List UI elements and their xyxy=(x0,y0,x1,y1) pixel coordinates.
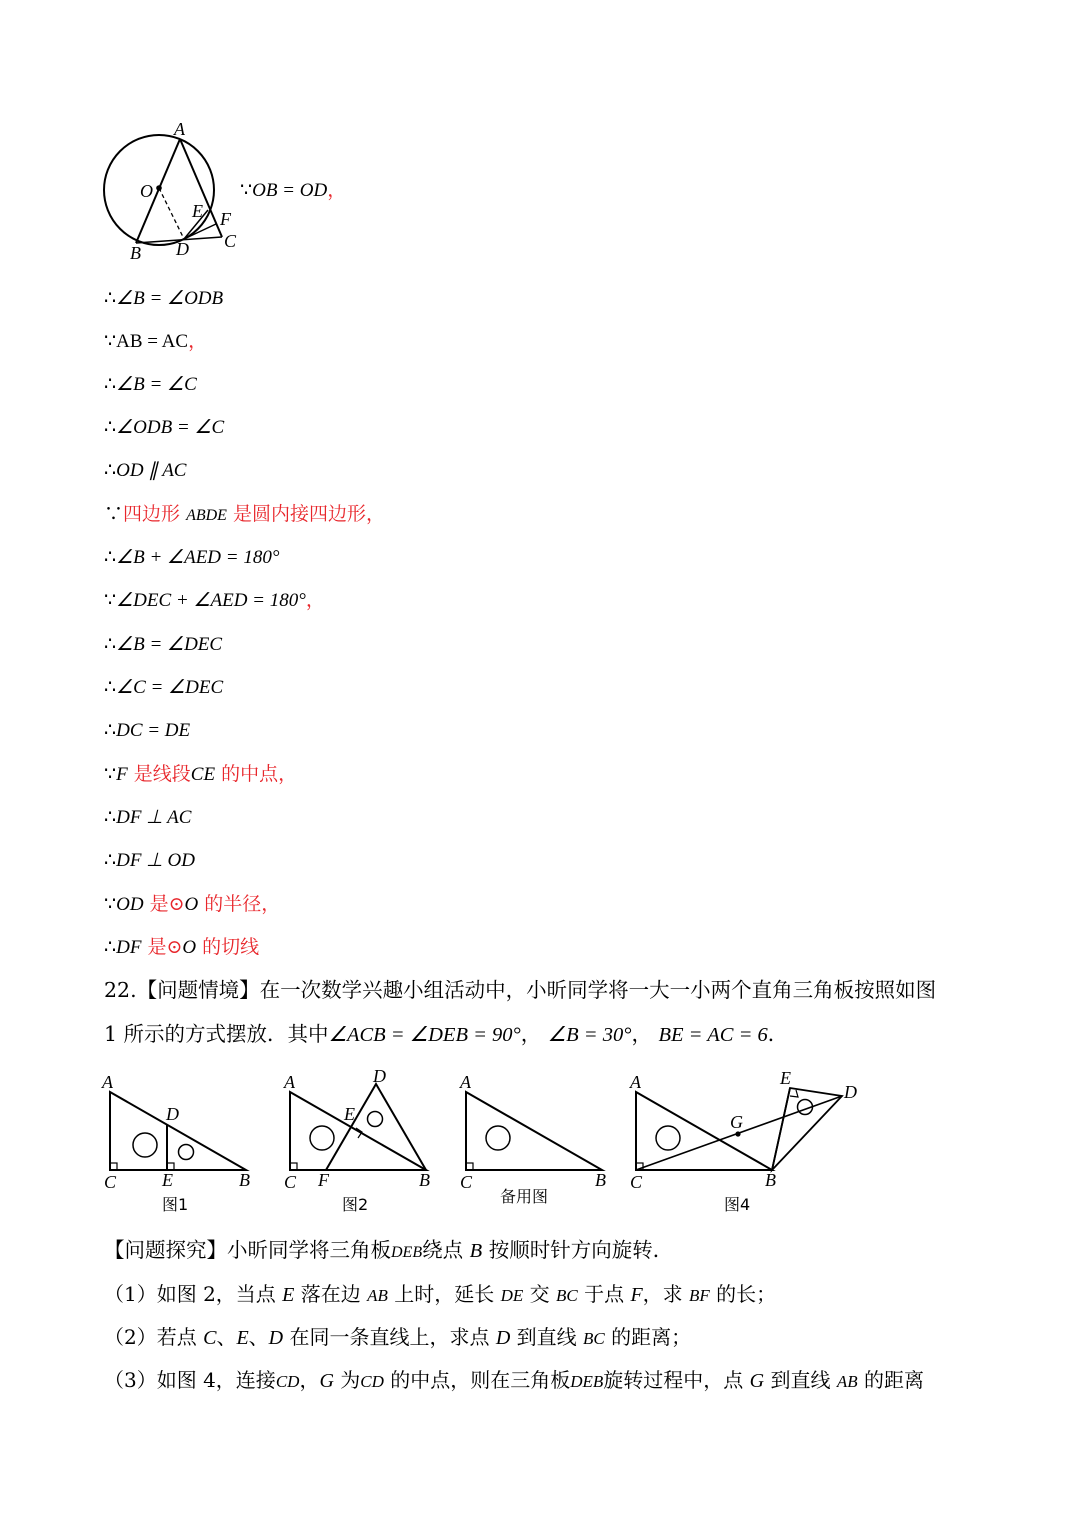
p3-segment: （3）如图 4，连接 xyxy=(104,1368,276,1392)
p1-segment: 落在边 xyxy=(294,1282,368,1306)
label-D: D xyxy=(176,239,189,259)
p1-segment: DE xyxy=(500,1286,524,1305)
p3-segment: ， xyxy=(299,1368,320,1392)
fig1-label-E: E xyxy=(162,1170,173,1190)
figure-3-spare xyxy=(454,1066,624,1216)
label-O: O xyxy=(140,181,153,201)
p2-segment: E xyxy=(236,1327,249,1349)
proof-line-7: ∴∠B + ∠AED = 180° xyxy=(104,546,280,568)
fig2-label-C: C xyxy=(284,1172,297,1192)
proof-line-10: ∴∠C = ∠DEC xyxy=(104,676,224,698)
p1-segment: BF xyxy=(689,1286,710,1305)
p1-segment: 交 xyxy=(523,1282,556,1306)
q22-line-2: 1 所示的方式摆放．其中∠ACB = ∠DEB = 90°， ∠B = 30°， BE = AC = 6． xyxy=(104,1022,789,1046)
proof-line-8: ∵∠DEC + ∠AED = 180°， xyxy=(104,589,325,611)
fig1-label-C: C xyxy=(104,1172,117,1192)
explore-part-1 xyxy=(104,1281,776,1309)
p2-segment: 在同一条直线上，求点 xyxy=(283,1325,496,1349)
p3-segment: G xyxy=(749,1370,765,1392)
fig4-label-E: E xyxy=(780,1068,791,1088)
proof-line-11: ∴DC = DE xyxy=(104,719,191,741)
label-F: F xyxy=(220,209,231,229)
p3-segment: 为 xyxy=(333,1368,361,1392)
fig3-label-B: B xyxy=(595,1170,606,1190)
proof-line-16: ∴DF 是⊙O 的切线 xyxy=(104,936,260,958)
figure-1 xyxy=(96,1066,266,1216)
p3-segment: AB xyxy=(836,1372,858,1391)
explore-part-2 xyxy=(104,1324,691,1352)
fig4-label-B: B xyxy=(765,1170,776,1190)
fig2-label-B: B xyxy=(419,1170,430,1190)
proof-line-13: ∴DF ⊥ AC xyxy=(104,806,192,828)
caption-comma: ， xyxy=(327,179,347,201)
proof-line-4: ∴∠ODB = ∠C xyxy=(104,416,225,438)
proof-line-1: ∴∠B = ∠ODB xyxy=(104,287,224,309)
label-B: B xyxy=(130,243,141,263)
p1-segment: 于点 xyxy=(577,1282,631,1306)
p2-segment: （2）若点 xyxy=(104,1325,204,1349)
fig4-label-A: A xyxy=(630,1072,641,1092)
fig2-label-E: E xyxy=(344,1104,355,1124)
proof-line-9: ∴∠B = ∠DEC xyxy=(104,633,223,655)
fig3-label-A: A xyxy=(460,1072,471,1092)
p1-segment: F xyxy=(630,1284,643,1306)
p2-segment: 、 xyxy=(216,1325,237,1349)
fig4-label-D: D xyxy=(844,1082,857,1102)
p2-segment: 的距离； xyxy=(604,1325,692,1349)
proof-line-3: ∴∠B = ∠C xyxy=(104,373,197,395)
proof-line-14: ∴DF ⊥ OD xyxy=(104,849,195,871)
p1-segment: 的长； xyxy=(709,1282,777,1306)
q22-line-1: 22.【问题情境】在一次数学兴趣小组活动中，小昕同学将一大一小两个直角三角板按照如图 xyxy=(104,978,937,1002)
fig3-label-C: C xyxy=(460,1172,473,1192)
p2-segment: 、 xyxy=(248,1325,269,1349)
fig1-label-B: B xyxy=(239,1170,250,1190)
p3-segment: 旋转过程中，点 xyxy=(603,1368,750,1392)
proof-line-12: ∵F 是线段CE 的中点， xyxy=(104,763,298,785)
because-symbol: ∵ xyxy=(240,179,253,201)
p3-segment: 到直线 xyxy=(764,1368,837,1392)
fig4-caption: 图4 xyxy=(724,1195,751,1214)
p2-segment: BC xyxy=(583,1329,605,1348)
explore-part-3 xyxy=(104,1367,924,1395)
p3-segment: DEB xyxy=(570,1372,604,1391)
proof-line-5: ∴OD ∥ AC xyxy=(104,459,187,481)
proof-line-15: ∵OD 是⊙O 的半径， xyxy=(104,893,281,915)
p1-segment: E xyxy=(282,1284,295,1306)
p3-segment: G xyxy=(319,1370,334,1392)
fig2-label-F: F xyxy=(318,1170,329,1190)
label-A: A xyxy=(174,119,185,139)
figure-4 xyxy=(624,1066,864,1216)
fig4-label-C: C xyxy=(630,1172,643,1192)
proof-line-6: ∵四边形 ABDE 是圆内接四边形， xyxy=(104,503,386,525)
explore-heading: 【问题探究】小昕同学将三角板DEB绕点 B 按顺时针方向旋转． xyxy=(104,1238,674,1262)
p1-segment: BC xyxy=(556,1286,578,1305)
label-C: C xyxy=(224,231,237,251)
p2-segment: 到直线 xyxy=(510,1325,583,1349)
label-E: E xyxy=(192,201,203,221)
p1-segment: ，求 xyxy=(642,1282,690,1306)
figure-caption-line xyxy=(240,178,346,203)
fig2-label-A: A xyxy=(284,1072,295,1092)
fig1-label-A: A xyxy=(102,1072,113,1092)
fig2-caption: 图2 xyxy=(342,1195,369,1214)
p3-segment: 的距离 xyxy=(857,1368,924,1392)
p2-segment: D xyxy=(268,1327,284,1349)
caption-expr: OB = OD xyxy=(252,180,328,201)
p1-segment: AB xyxy=(367,1286,388,1305)
p1-segment: 上时，延长 xyxy=(387,1282,501,1306)
fig2-label-D: D xyxy=(373,1066,386,1086)
p3-segment: 的中点，则在三角板 xyxy=(383,1368,571,1392)
fig3-caption: 备用图 xyxy=(500,1187,549,1206)
p3-segment: CD xyxy=(360,1372,384,1391)
figure-2 xyxy=(278,1066,448,1216)
p2-segment: C xyxy=(203,1327,217,1349)
fig4-label-G: G xyxy=(730,1112,743,1132)
p3-segment: CD xyxy=(275,1372,300,1391)
fig1-label-D: D xyxy=(166,1104,179,1124)
fig1-caption: 图1 xyxy=(162,1195,189,1214)
p2-segment: D xyxy=(495,1327,511,1349)
p1-segment: （1）如图 2，当点 xyxy=(104,1282,283,1306)
proof-line-2: ∵AB = AC， xyxy=(104,330,208,352)
